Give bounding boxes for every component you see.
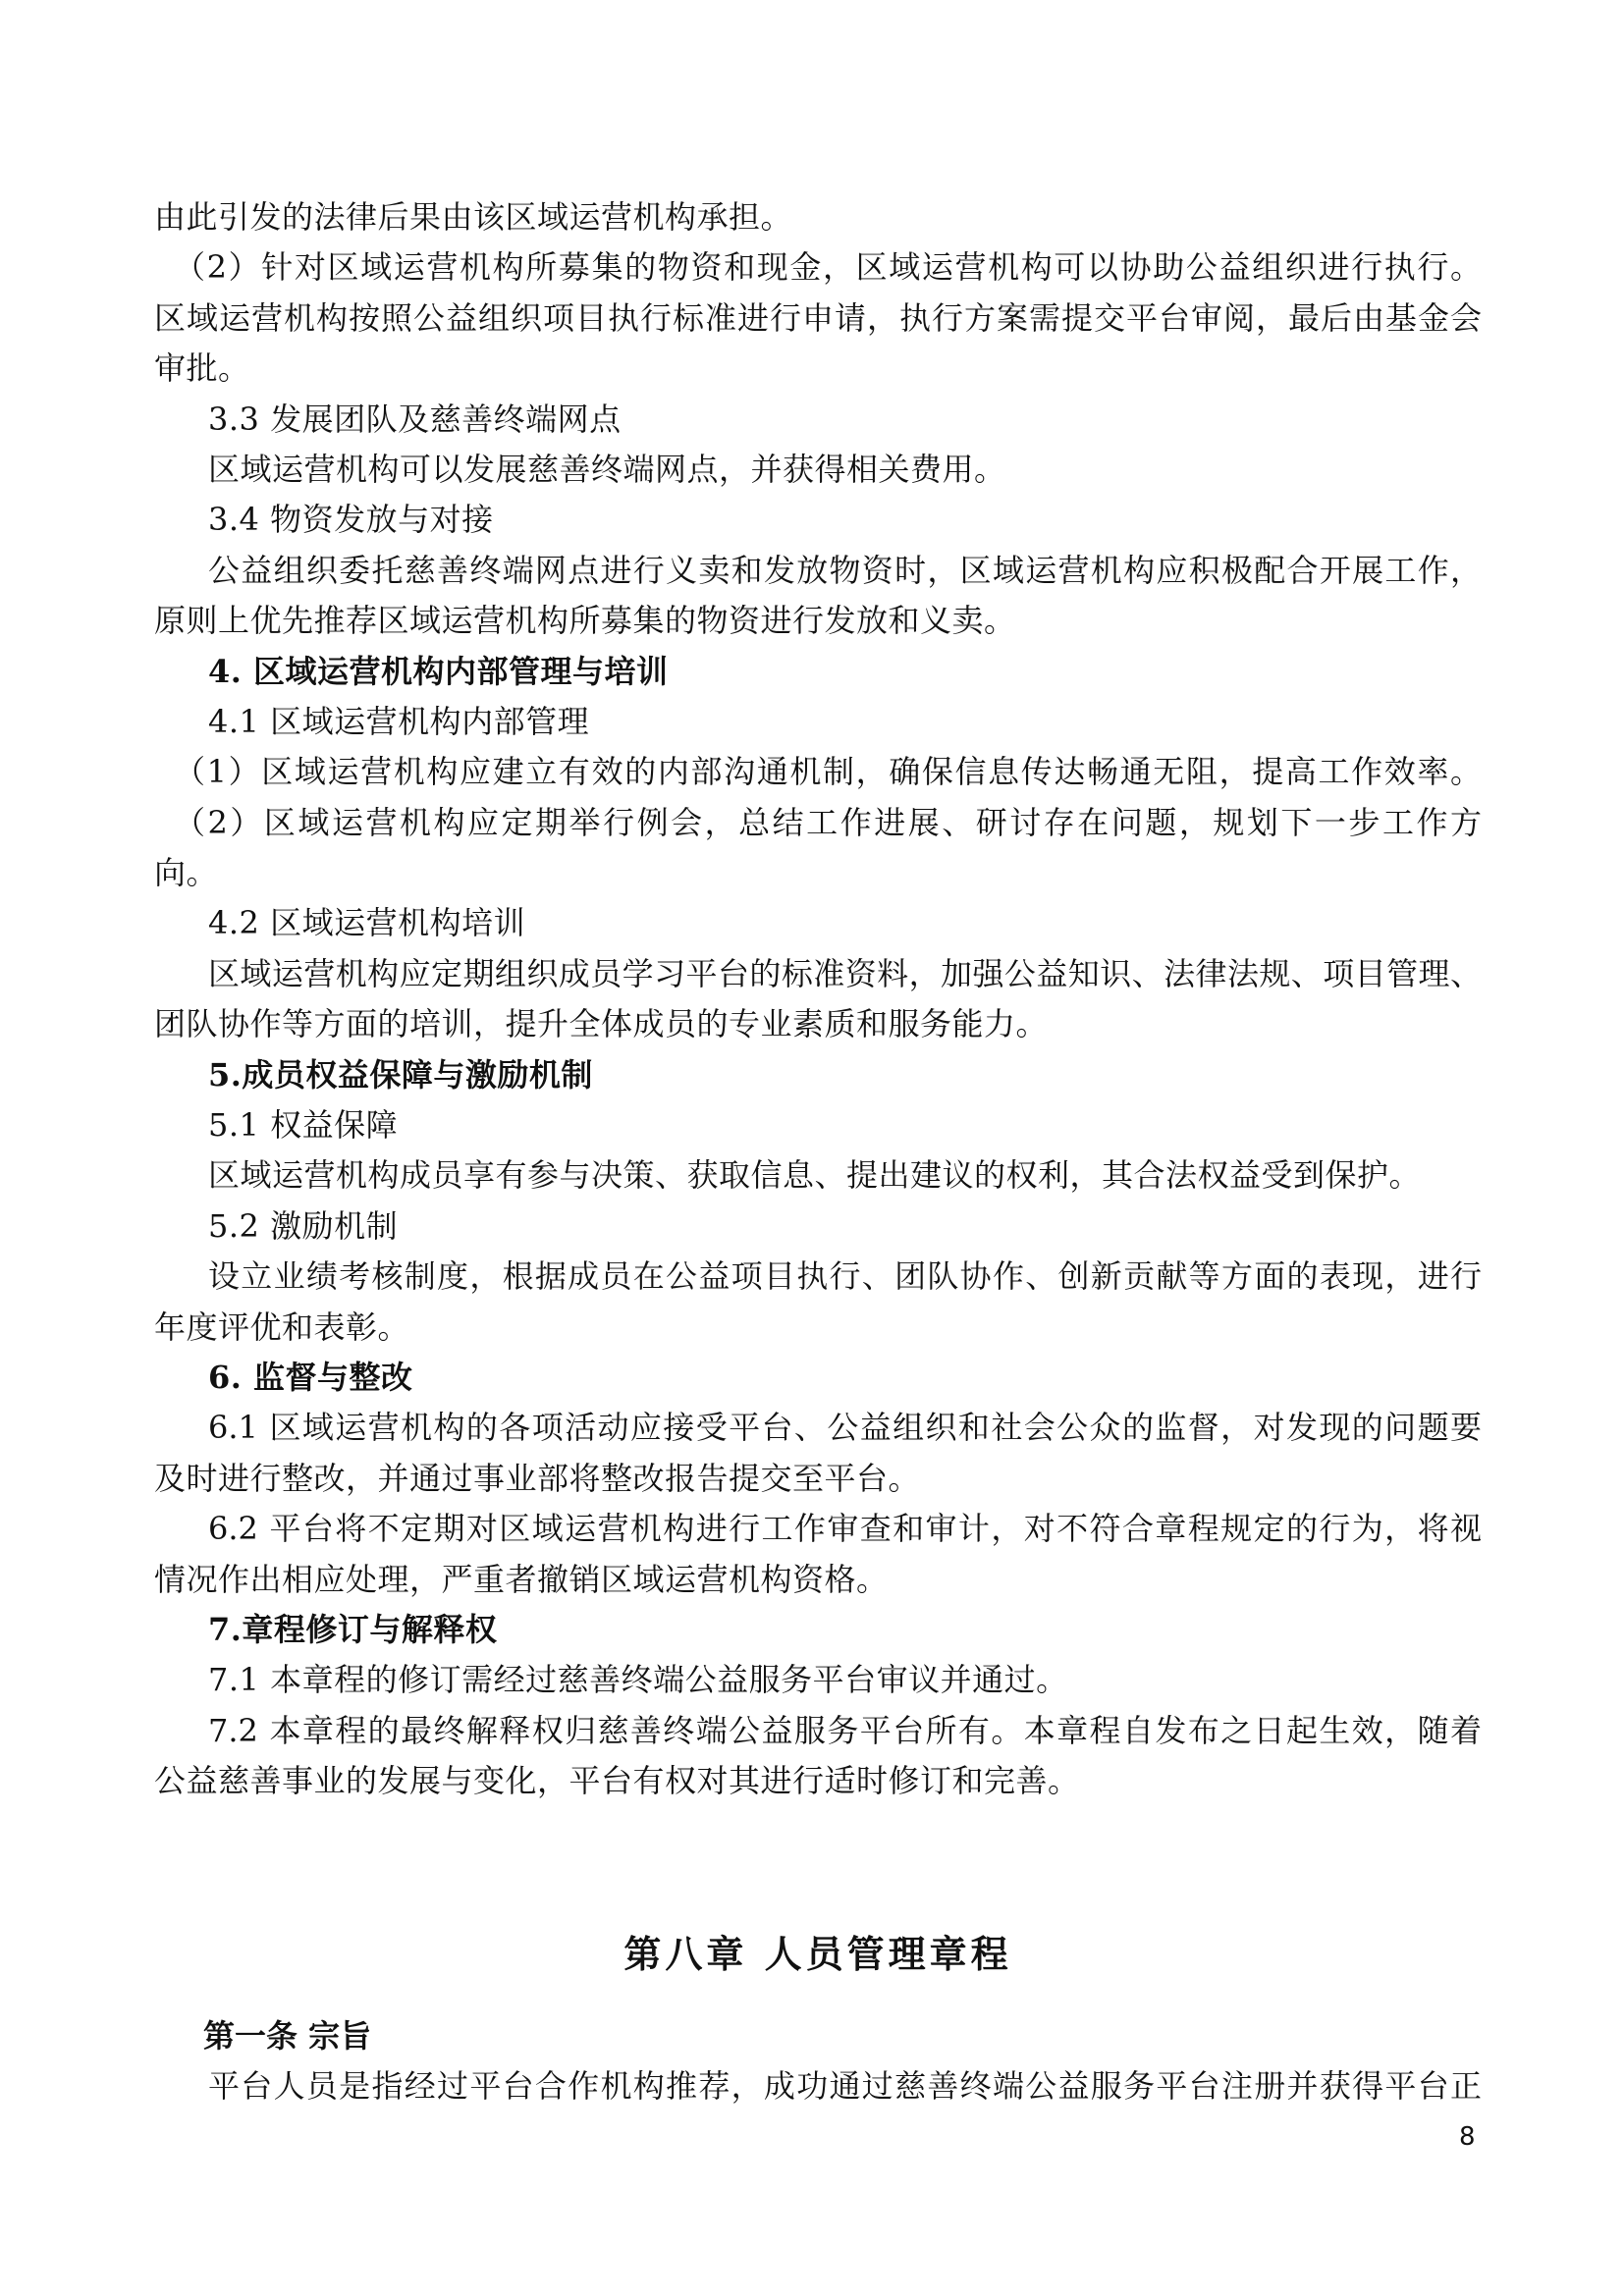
paragraph-line: 及时进行整改，并通过事业部将整改报告提交至平台。 [154,1459,921,1497]
section-spacer [154,1807,1482,1925]
paragraph-line: 平台人员是指经过平台合作机构推荐，成功通过慈善终端公益服务平台注册并获得平台正 [208,2066,1482,2105]
section-heading: 4.2 区域运营机构培训 [208,904,526,942]
paragraph-line: 审批。 [154,349,250,388]
paragraph-line: 区域运营机构按照公益组织项目执行标准进行申请，执行方案需提交平台审阅，最后由基金会 [154,298,1482,337]
paragraph-line: 公益组织委托慈善终端网点进行义卖和发放物资时，区域运营机构应积极配合开展工作， [208,551,1482,589]
paragraph-line: 向。 [154,854,219,892]
section-heading: 5.成员权益保障与激励机制 [208,1055,593,1094]
paragraph-line: 情况作出相应处理，严重者撤销区域运营机构资格。 [154,1560,889,1598]
section-heading: 3.3 发展团队及慈善终端网点 [208,400,622,438]
paragraph-line: 6.1 区域运营机构的各项活动应接受平台、公益组织和社会公众的监督，对发现的问题要 [208,1409,1482,1447]
section-heading: 3.4 物资发放与对接 [208,501,494,539]
paragraph-line: 公益慈善事业的发展与变化，平台有权对其进行适时修订和完善。 [154,1762,1080,1800]
article-heading: 第一条 宗旨 [203,2016,372,2055]
paragraph-line: 团队协作等方面的培训，提升全体成员的专业素质和服务能力。 [154,1005,1049,1043]
paragraph-line: （2）针对区域运营机构所募集的物资和现金，区域运营机构可以协助公益组织进行执行。 [174,248,1482,287]
section-heading: 4.1 区域运营机构内部管理 [208,702,590,740]
body-text [154,192,1482,2111]
paragraph-line: 7.1 本章程的修订需经过慈善终端公益服务平台审议并通过。 [208,1661,1068,1699]
paragraph-line: 区域运营机构可以发展慈善终端网点，并获得相关费用。 [208,450,1006,488]
paragraph-line: （2）区域运营机构应定期举行例会，总结工作进展、研讨存在问题，规划下一步工作方 [174,803,1482,841]
paragraph-line: （1）区域运营机构应建立有效的内部沟通机制，确保信息传达畅通无阻，提高工作效率。 [174,753,1482,791]
section-heading: 4. 区域运营机构内部管理与培训 [208,652,669,690]
paragraph-line: 7.2 本章程的最终解释权归慈善终端公益服务平台所有。本章程自发布之日起生效，随着 [208,1711,1482,1749]
paragraph-line: 区域运营机构应定期组织成员学习平台的标准资料，加强公益知识、法律法规、项目管理、 [208,954,1482,992]
paragraph-line: 年度评优和表彰。 [154,1308,410,1346]
paragraph-line: 由此引发的法律后果由该区域运营机构承担。 [154,198,793,236]
paragraph-line: 原则上优先推荐区域运营机构所募集的物资进行发放和义卖。 [154,602,1016,640]
section-heading: 5.1 权益保障 [208,1106,399,1145]
section-heading: 7.章程修订与解释权 [208,1610,498,1648]
paragraph-line: 区域运营机构成员享有参与决策、获取信息、提出建议的权利，其合法权益受到保护。 [208,1156,1422,1195]
section-heading: 6. 监督与整改 [208,1358,413,1396]
page-number: 8 [1459,2122,1476,2152]
chapter-title: 第八章 人员管理章程 [623,1931,1012,1976]
paragraph-line: 6.2 平台将不定期对区域运营机构进行工作审查和审计，对不符合章程规定的行为，将视 [208,1510,1482,1548]
section-heading: 5.2 激励机制 [208,1206,399,1245]
paragraph-line: 设立业绩考核制度，根据成员在公益项目执行、团队协作、创新贡献等方面的表现，进行 [208,1257,1482,1296]
